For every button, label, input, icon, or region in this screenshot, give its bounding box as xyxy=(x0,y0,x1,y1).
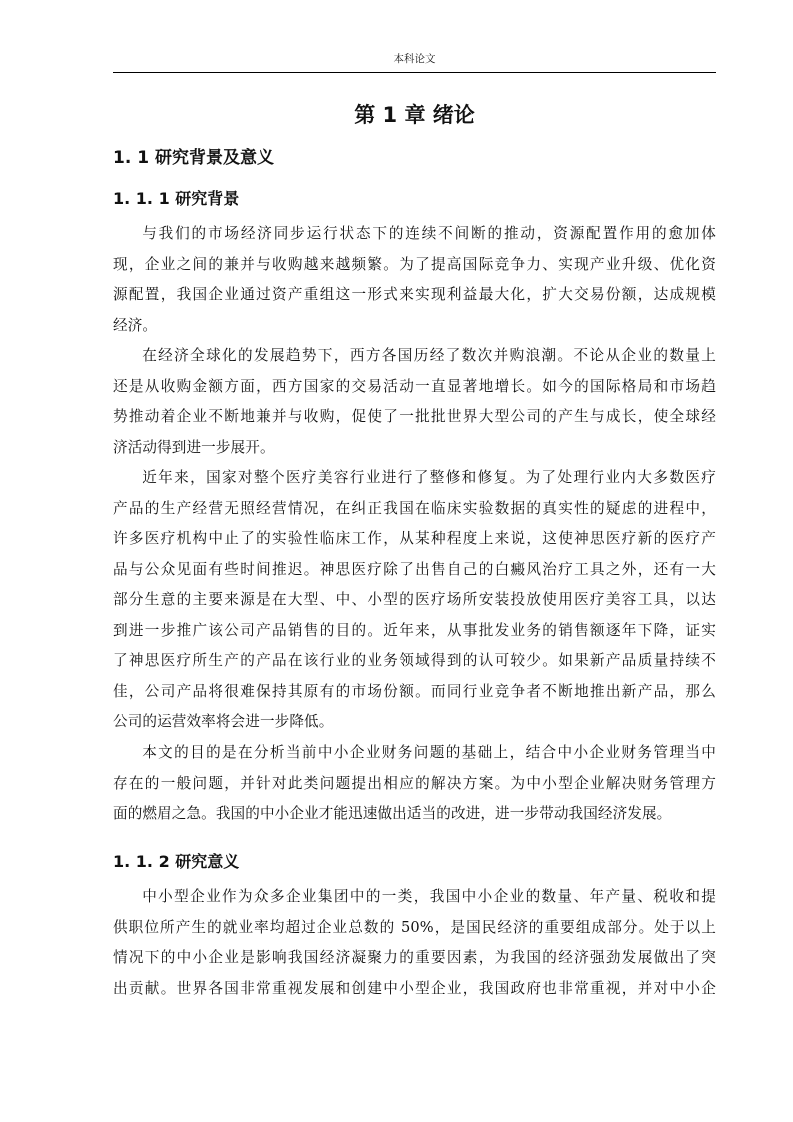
document-page xyxy=(113,0,716,1122)
paragraph xyxy=(113,341,716,463)
paragraph-line: 还是从收购金额方面，西方国家的交易活动一直显著地增长。如今的国际格局和市场趋 xyxy=(113,377,716,395)
paragraph-line: 佳，公司产品将很难保持其原有的市场份额。而同行业竞争者不断地推出新产品，那么 xyxy=(113,682,716,700)
paragraph-line: 与我们的市场经济同步运行状态下的连续不间断的推动，资源配置作用的愈加体 xyxy=(142,225,716,242)
header-rule xyxy=(113,72,716,73)
paragraph-line: 出贡献。世界各国非常重视发展和创建中小型企业，我国政府也非常重视，并对中小企 xyxy=(113,979,716,997)
paragraph-line: 势推动着企业不断地兼并与收购，促使了一批批世界大型公司的产生与成长，使全球经 xyxy=(113,408,716,425)
chapter-title: 第 1 章 绪论 xyxy=(354,103,475,127)
paragraph-line: 在经济全球化的发展趋势下，西方各国历经了数次并购浪潮。不论从企业的数量上 xyxy=(142,347,716,364)
paragraph-line: 产品的生产经营无照经营情况，在纠正我国在临床实验数据的真实性的疑虑的进程中， xyxy=(113,499,716,517)
paragraph xyxy=(113,463,716,738)
paragraph-line: 存在的一般问题，并针对此类问题提出相应的解决方案。为中小型企业解决财务管理方 xyxy=(113,774,716,792)
paragraph xyxy=(113,219,716,341)
paragraph-line: 近年来，国家对整个医疗美容行业进行了整修和修复。为了处理行业内大多数医疗 xyxy=(142,469,716,486)
paragraph-line: 许多医疗机构中止了的实验性临床工作，从某种程度上来说，这使神思医疗新的医疗产 xyxy=(113,530,716,547)
paragraph-line: 源配置，我国企业通过资产重组这一形式来实现利益最大化，扩大交易份额，达成规模 xyxy=(113,286,716,303)
paragraph-line: 经济。 xyxy=(113,316,158,334)
paragraph xyxy=(113,882,716,1004)
paragraph-line: 供职位所产生的就业率均超过企业总数的 50%，是国民经济的重要组成部分。处于以上 xyxy=(113,918,716,936)
paragraph-line: 面的燃眉之急。我国的中小企业才能迅速做出适当的改进，进一步带动我国经济发展。 xyxy=(113,805,672,822)
paragraph-line: 公司的运营效率将会进一步降低。 xyxy=(113,713,334,730)
paragraph-line: 现，企业之间的兼并与收购越来越频繁。为了提高国际竞争力、实现产业升级、优化资 xyxy=(113,255,716,273)
paragraph-line: 到进一步推广该公司产品销售的目的。近年来，从事批发业务的销售额逐年下降，证实 xyxy=(113,621,716,639)
paragraph-line: 品与公众见面有些时间推迟。神思医疗除了出售自己的白癜风治疗工具之外，还有一大 xyxy=(113,560,716,578)
paragraph-line: 本文的目的是在分析当前中小企业财务问题的基础上，结合中小企业财务管理当中 xyxy=(142,744,716,761)
paragraph-line: 情况下的中小企业是影响我国经济凝聚力的重要因素，为我国的经济强劲发展做出了突 xyxy=(113,949,716,966)
paragraph xyxy=(113,738,716,830)
section-heading: 1. 1 研究背景及意义 xyxy=(113,148,274,168)
subsection-heading-background: 1. 1. 1 研究背景 xyxy=(113,189,240,208)
paragraph-line: 了神思医疗所生产的产品在该行业的业务领域得到的认可较少。如果新产品质量持续不 xyxy=(113,652,716,669)
subsection-heading-significance: 1. 1. 2 研究意义 xyxy=(113,852,240,871)
paragraph-line: 中小型企业作为众多企业集团中的一类，我国中小企业的数量、年产量、税收和提 xyxy=(142,888,716,905)
running-header: 本科论文 xyxy=(393,53,436,65)
paragraph-line: 济活动得到进一步展开。 xyxy=(113,438,275,456)
paragraph-line: 部分生意的主要来源是在大型、中、小型的医疗场所安装投放使用医疗美容工具，以达 xyxy=(113,591,716,608)
